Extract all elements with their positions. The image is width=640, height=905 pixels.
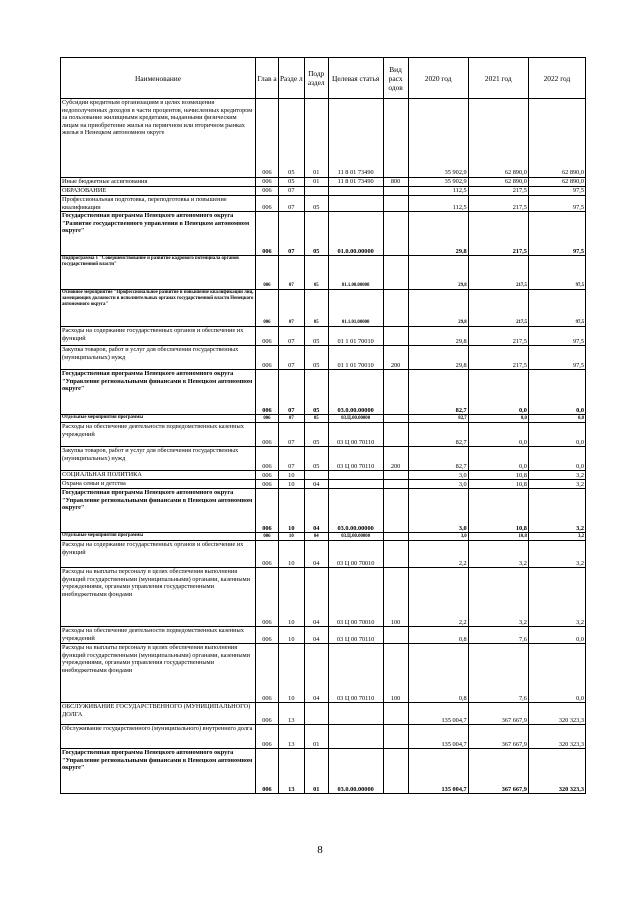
cell-amount-2020: 29,8	[408, 212, 468, 256]
cell-target-article: 03.Ц.00.00000	[328, 415, 383, 423]
table-row	[61, 533, 586, 541]
cell-expense-type	[383, 541, 408, 568]
cell-subsection: 01	[304, 99, 328, 178]
cell-chapter: 006	[256, 196, 279, 212]
cell-amount-2022: 3,2	[528, 533, 585, 541]
cell-amount-2021: 367 667,9	[468, 725, 528, 749]
cell-amount-2022: 97,5	[528, 256, 585, 290]
cell-target-article: 03 Ц 00 70110	[328, 627, 383, 644]
cell-section: 13	[278, 725, 304, 749]
cell-section: 13	[278, 749, 304, 794]
cell-section: 10	[278, 471, 304, 480]
cell-section: 05	[278, 99, 304, 178]
cell-name: Иные бюджетные ассигнования	[61, 178, 256, 187]
cell-amount-2022: 3,2	[528, 541, 585, 568]
table-row	[61, 256, 586, 290]
cell-target-article: 03.0.00.00000	[328, 370, 383, 415]
cell-amount-2020: 0,8	[408, 627, 468, 644]
cell-amount-2022: 0,0	[528, 644, 585, 703]
cell-target-article: 03 Ц 00 70010	[328, 541, 383, 568]
cell-target-article: 01 1 01 70010	[328, 346, 383, 370]
cell-section: 13	[278, 703, 304, 725]
cell-amount-2022: 0,0	[528, 370, 585, 415]
cell-chapter: 006	[256, 290, 279, 327]
table-row	[61, 196, 586, 212]
cell-target-article: 03 Ц 00 70110	[328, 423, 383, 447]
cell-section: 07	[278, 256, 304, 290]
cell-name: Отдельные мероприятия программы	[61, 415, 256, 423]
cell-chapter: 006	[256, 256, 279, 290]
cell-subsection: 01	[304, 725, 328, 749]
cell-amount-2021: 62 890,0	[468, 99, 528, 178]
cell-amount-2022: 0,0	[528, 627, 585, 644]
table-row	[61, 541, 586, 568]
table-row	[61, 480, 586, 489]
cell-chapter: 006	[256, 725, 279, 749]
cell-amount-2020: 135 004,7	[408, 749, 468, 794]
cell-amount-2020: 2,2	[408, 568, 468, 627]
cell-amount-2021: 217,5	[468, 327, 528, 346]
cell-amount-2022: 3,2	[528, 489, 585, 533]
table-row	[61, 644, 586, 703]
cell-amount-2020: 3,0	[408, 533, 468, 541]
cell-amount-2022: 97,5	[528, 346, 585, 370]
header-exp-type: Вид расх одов	[383, 58, 408, 99]
cell-chapter: 006	[256, 703, 279, 725]
cell-subsection: 04	[304, 533, 328, 541]
cell-subsection: 04	[304, 541, 328, 568]
cell-amount-2021: 217,5	[468, 256, 528, 290]
cell-chapter: 006	[256, 471, 279, 480]
cell-expense-type	[383, 196, 408, 212]
cell-amount-2021: 217,5	[468, 212, 528, 256]
cell-name: Расходы на выплаты персоналу в целях обеспечения выполнения функций государственными (муниципальными) органами, казенными учреждениями, органами управления государственными внебюджетными фондами	[61, 644, 256, 703]
cell-chapter: 006	[256, 749, 279, 794]
cell-name: Субсидии кредитным организациям в целях возмещения недополученных доходов в части процентов, начисленных кредитором за пользование жилищными кредитами, выданными физическим лицам на приобретение жилья на первичном или вторичном рынках жилья в Ненецком автономном округе	[61, 99, 256, 178]
cell-chapter: 006	[256, 541, 279, 568]
table-row	[61, 212, 586, 256]
header-chapter: Глав а	[256, 58, 279, 99]
cell-expense-type	[383, 533, 408, 541]
cell-expense-type	[383, 415, 408, 423]
cell-amount-2020: 135 004,7	[408, 703, 468, 725]
cell-amount-2021: 367 667,9	[468, 703, 528, 725]
cell-expense-type	[383, 703, 408, 725]
cell-section: 07	[278, 290, 304, 327]
cell-amount-2021: 7,6	[468, 627, 528, 644]
table-row	[61, 725, 586, 749]
cell-target-article: 01.0.00.00000	[328, 212, 383, 256]
cell-chapter: 006	[256, 489, 279, 533]
cell-section: 07	[278, 423, 304, 447]
cell-name: Основное мероприятие "Профессиональное развитие и повышение квалификации лиц, замещающих должности в исполнительных органах государственной власти Ненецкого автономного округа"	[61, 290, 256, 327]
cell-expense-type	[383, 489, 408, 533]
cell-expense-type	[383, 370, 408, 415]
cell-amount-2021: 62 890,0	[468, 178, 528, 187]
cell-amount-2022: 97,5	[528, 212, 585, 256]
header-name: Наименование	[61, 58, 256, 99]
cell-target-article: 03.Ц.00.00000	[328, 533, 383, 541]
cell-subsection: 05	[304, 256, 328, 290]
cell-section: 07	[278, 187, 304, 196]
cell-target-article: 01 1 01 70010	[328, 327, 383, 346]
cell-target-article	[328, 703, 383, 725]
cell-name: ОБСЛУЖИВАНИЕ ГОСУДАРСТВЕННОГО (МУНИЦИПАЛЬНОГО) ДОЛГА	[61, 703, 256, 725]
cell-amount-2020: 82,7	[408, 447, 468, 471]
table-row	[61, 415, 586, 423]
cell-amount-2021: 7,6	[468, 644, 528, 703]
cell-target-article	[328, 725, 383, 749]
cell-subsection: 04	[304, 480, 328, 489]
cell-amount-2020: 2,2	[408, 541, 468, 568]
cell-target-article: 11 8 01 73490	[328, 178, 383, 187]
cell-target-article	[328, 187, 383, 196]
cell-section: 10	[278, 541, 304, 568]
cell-section: 10	[278, 627, 304, 644]
cell-amount-2022: 3,2	[528, 471, 585, 480]
cell-chapter: 006	[256, 568, 279, 627]
cell-expense-type	[383, 423, 408, 447]
cell-target-article: 03 Ц 00 70010	[328, 568, 383, 627]
cell-section: 10	[278, 533, 304, 541]
cell-expense-type	[383, 256, 408, 290]
cell-amount-2020: 112,5	[408, 187, 468, 196]
cell-subsection: 01	[304, 178, 328, 187]
cell-amount-2020: 29,8	[408, 346, 468, 370]
cell-subsection: 01	[304, 749, 328, 794]
cell-name: Государственная программа Ненецкого автономного округа "Развитие государственного управления в Ненецком автономном округе"	[61, 212, 256, 256]
cell-name: Государственная программа Ненецкого автономного округа "Управление региональными финансами в Ненецком автономном округе"	[61, 749, 256, 794]
cell-chapter: 006	[256, 178, 279, 187]
cell-expense-type	[383, 471, 408, 480]
header-2021: 2021 год	[468, 58, 528, 99]
cell-amount-2020: 135 004,7	[408, 725, 468, 749]
cell-subsection: 05	[304, 415, 328, 423]
cell-subsection	[304, 703, 328, 725]
cell-amount-2020: 35 902,9	[408, 99, 468, 178]
cell-section: 07	[278, 370, 304, 415]
cell-amount-2020: 3,0	[408, 489, 468, 533]
cell-amount-2020: 0,8	[408, 644, 468, 703]
cell-amount-2021: 0,0	[468, 447, 528, 471]
cell-chapter: 006	[256, 187, 279, 196]
cell-name: Государственная программа Ненецкого автономного округа "Управление региональными финансами в Ненецком автономном округе"	[61, 370, 256, 415]
cell-target-article: 01.1.00.00000	[328, 256, 383, 290]
cell-amount-2020: 112,5	[408, 196, 468, 212]
cell-expense-type	[383, 627, 408, 644]
cell-amount-2020: 29,8	[408, 290, 468, 327]
cell-section: 07	[278, 415, 304, 423]
cell-target-article	[328, 480, 383, 489]
cell-chapter: 006	[256, 99, 279, 178]
cell-section: 07	[278, 327, 304, 346]
cell-subsection: 05	[304, 370, 328, 415]
cell-section: 10	[278, 644, 304, 703]
cell-amount-2022: 62 890,0	[528, 178, 585, 187]
cell-expense-type	[383, 327, 408, 346]
table-body	[61, 99, 586, 794]
cell-subsection: 05	[304, 290, 328, 327]
cell-expense-type: 100	[383, 644, 408, 703]
cell-amount-2022: 97,5	[528, 187, 585, 196]
cell-expense-type: 200	[383, 346, 408, 370]
cell-subsection	[304, 187, 328, 196]
cell-subsection: 05	[304, 327, 328, 346]
cell-target-article	[328, 196, 383, 212]
cell-name: Отдельные мероприятия программы	[61, 533, 256, 541]
cell-amount-2022: 97,5	[528, 290, 585, 327]
cell-section: 07	[278, 212, 304, 256]
table-row	[61, 327, 586, 346]
cell-expense-type: 800	[383, 178, 408, 187]
cell-expense-type	[383, 749, 408, 794]
cell-subsection	[304, 471, 328, 480]
cell-section: 10	[278, 568, 304, 627]
cell-expense-type	[383, 212, 408, 256]
header-2022: 2022 год	[528, 58, 585, 99]
cell-chapter: 006	[256, 346, 279, 370]
cell-section: 10	[278, 480, 304, 489]
cell-name: Обслуживание государственного (муниципального) внутреннего долга	[61, 725, 256, 749]
cell-chapter: 006	[256, 533, 279, 541]
cell-subsection: 05	[304, 447, 328, 471]
cell-amount-2021: 0,0	[468, 423, 528, 447]
cell-amount-2022: 3,2	[528, 480, 585, 489]
cell-subsection: 04	[304, 489, 328, 533]
cell-section: 07	[278, 346, 304, 370]
table-row	[61, 346, 586, 370]
table-row	[61, 749, 586, 794]
cell-amount-2022: 320 323,3	[528, 703, 585, 725]
cell-amount-2020: 3,0	[408, 480, 468, 489]
cell-amount-2022: 62 890,0	[528, 99, 585, 178]
cell-target-article: 03 Ц 00 70110	[328, 447, 383, 471]
cell-chapter: 006	[256, 415, 279, 423]
cell-name: Закупка товаров, работ и услуг для обеспечения государственных (муниципальных) нужд	[61, 346, 256, 370]
cell-expense-type: 100	[383, 568, 408, 627]
cell-expense-type	[383, 290, 408, 327]
cell-subsection: 05	[304, 346, 328, 370]
cell-chapter: 006	[256, 644, 279, 703]
cell-subsection: 04	[304, 627, 328, 644]
cell-amount-2021: 10,8	[468, 533, 528, 541]
cell-expense-type	[383, 99, 408, 178]
cell-name: СОЦИАЛЬНАЯ ПОЛИТИКА	[61, 471, 256, 480]
cell-amount-2020: 82,7	[408, 423, 468, 447]
cell-name: Расходы на обеспечение деятельности подведомственных казенных учреждений	[61, 423, 256, 447]
cell-target-article: 03 Ц 00 70110	[328, 644, 383, 703]
cell-expense-type: 200	[383, 447, 408, 471]
cell-amount-2020: 29,8	[408, 327, 468, 346]
table-row	[61, 489, 586, 533]
table-row	[61, 290, 586, 327]
cell-section: 10	[278, 489, 304, 533]
cell-amount-2021: 10,8	[468, 489, 528, 533]
cell-name: Расходы на обеспечение деятельности подведомственных казенных учреждений	[61, 627, 256, 644]
cell-expense-type	[383, 725, 408, 749]
cell-subsection: 05	[304, 196, 328, 212]
table-row	[61, 627, 586, 644]
cell-target-article: 03.0.00.00000	[328, 489, 383, 533]
header-subsection: Подр аздел	[304, 58, 328, 99]
table-row	[61, 703, 586, 725]
cell-chapter: 006	[256, 447, 279, 471]
table-row	[61, 370, 586, 415]
cell-amount-2021: 217,5	[468, 290, 528, 327]
header-target: Целевая статья	[328, 58, 383, 99]
cell-section: 05	[278, 178, 304, 187]
cell-amount-2021: 217,5	[468, 346, 528, 370]
cell-amount-2022: 3,2	[528, 568, 585, 627]
cell-amount-2020: 35 902,9	[408, 178, 468, 187]
header-section: Разде л	[278, 58, 304, 99]
table-row	[61, 423, 586, 447]
cell-amount-2021: 3,2	[468, 541, 528, 568]
cell-subsection: 05	[304, 423, 328, 447]
cell-section: 07	[278, 196, 304, 212]
cell-amount-2021: 3,2	[468, 568, 528, 627]
table-row	[61, 447, 586, 471]
cell-subsection: 04	[304, 568, 328, 627]
cell-name: Подпрограмма 1 "Совершенствование и развитие кадрового потенциала органов государственной власти"	[61, 256, 256, 290]
cell-subsection: 04	[304, 644, 328, 703]
cell-name: Закупка товаров, работ и услуг для обеспечения государственных (муниципальных) нужд	[61, 447, 256, 471]
cell-amount-2021: 10,8	[468, 471, 528, 480]
cell-amount-2022: 320 323,3	[528, 725, 585, 749]
header-row	[61, 58, 586, 99]
cell-amount-2020: 82,7	[408, 370, 468, 415]
cell-amount-2021: 217,5	[468, 196, 528, 212]
cell-section: 07	[278, 447, 304, 471]
cell-amount-2022: 320 323,3	[528, 749, 585, 794]
cell-name: Профессиональная подготовка, переподготовка и повышение квалификации	[61, 196, 256, 212]
cell-amount-2021: 367 667,9	[468, 749, 528, 794]
cell-chapter: 006	[256, 212, 279, 256]
cell-target-article	[328, 471, 383, 480]
cell-name: ОБРАЗОВАНИЕ	[61, 187, 256, 196]
cell-amount-2021: 0,0	[468, 415, 528, 423]
cell-chapter: 006	[256, 480, 279, 489]
cell-amount-2022: 0,0	[528, 447, 585, 471]
table-row	[61, 471, 586, 480]
cell-chapter: 006	[256, 370, 279, 415]
cell-amount-2022: 97,5	[528, 327, 585, 346]
cell-expense-type	[383, 480, 408, 489]
cell-name: Расходы на содержание государственных органов и обеспечение их функций	[61, 327, 256, 346]
table-row	[61, 568, 586, 627]
cell-subsection: 05	[304, 212, 328, 256]
cell-amount-2020: 29,8	[408, 256, 468, 290]
table-row	[61, 99, 586, 178]
page-number: 8	[317, 844, 323, 856]
cell-amount-2021: 217,5	[468, 187, 528, 196]
cell-name: Охрана семьи и детства	[61, 480, 256, 489]
cell-chapter: 006	[256, 327, 279, 346]
cell-amount-2020: 82,7	[408, 415, 468, 423]
budget-table	[60, 57, 586, 794]
cell-chapter: 006	[256, 627, 279, 644]
cell-amount-2022: 97,5	[528, 196, 585, 212]
cell-amount-2022: 0,0	[528, 415, 585, 423]
cell-expense-type	[383, 187, 408, 196]
cell-amount-2021: 0,0	[468, 370, 528, 415]
cell-chapter: 006	[256, 423, 279, 447]
cell-amount-2022: 0,0	[528, 423, 585, 447]
cell-amount-2020: 3,0	[408, 471, 468, 480]
cell-name: Государственная программа Ненецкого автономного округа "Управление региональными финансами в Ненецком автономном округе"	[61, 489, 256, 533]
cell-name: Расходы на содержание государственных органов и обеспечение их функций	[61, 541, 256, 568]
table-row	[61, 187, 586, 196]
cell-amount-2021: 10,8	[468, 480, 528, 489]
cell-name: Расходы на выплаты персоналу в целях обеспечения выполнения функций государственными (муниципальными) органами, казенными учреждениями, органами управления государственными внебюджетными фондами	[61, 568, 256, 627]
cell-target-article: 11 8 01 73490	[328, 99, 383, 178]
header-2020: 2020 год	[408, 58, 468, 99]
table-row	[61, 178, 586, 187]
cell-target-article: 03.0.00.00000	[328, 749, 383, 794]
cell-target-article: 01.1.01.00000	[328, 290, 383, 327]
